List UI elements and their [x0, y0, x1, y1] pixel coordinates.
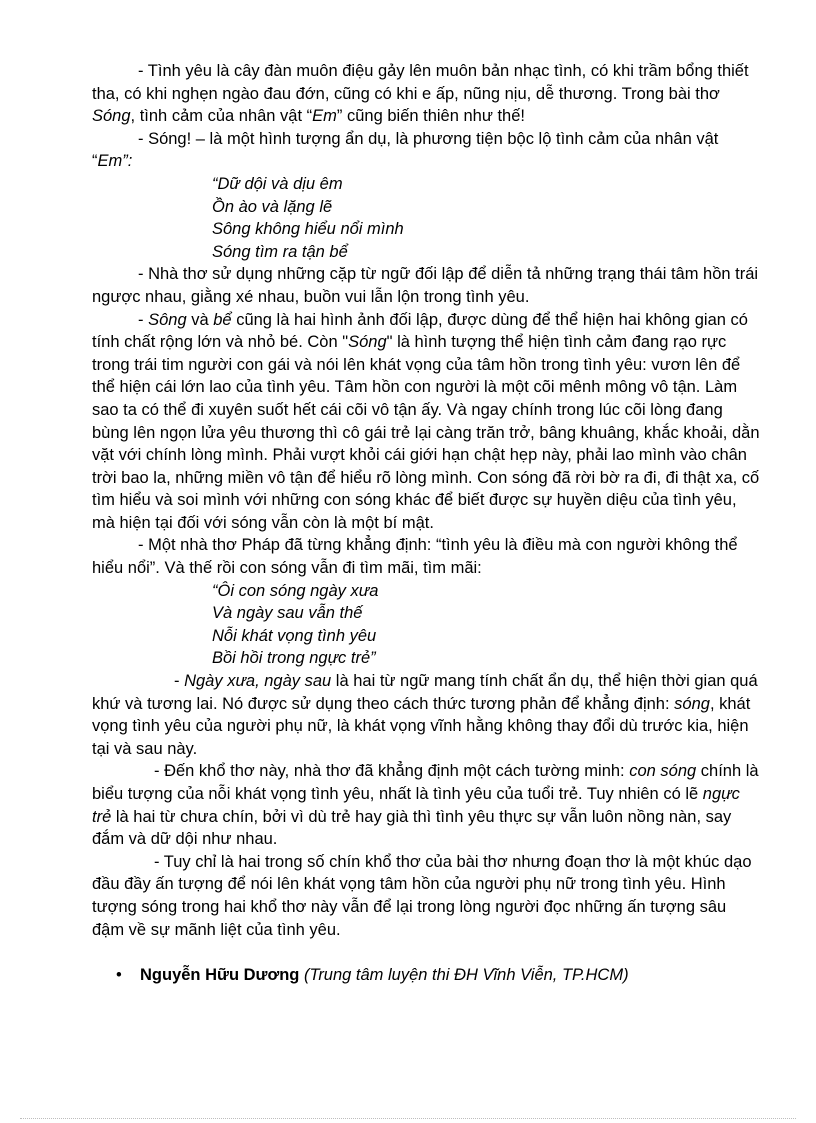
paragraph-5: - Một nhà thơ Pháp đã từng khẳng định: “tình yêu là điều mà con người không thể hiểu nổi”. Và thế rồi con sóng vẫn đi tìm mãi, tìm mãi:: [92, 536, 738, 578]
document-body: [92, 60, 760, 987]
poem-line: Sông không hiểu nổi mình: [212, 220, 404, 239]
emphasis-song: Sóng: [92, 107, 131, 126]
footer-divider: [20, 1118, 796, 1119]
poem-line: Và ngày sau vẫn thế: [212, 604, 363, 623]
paragraph-7: - Đến khổ thơ này, nhà thơ đã khẳng định một cách tường minh: con sóng chính là biểu tượng của nỗi khát vọng tình yêu, nhất là tình yêu của tuổi trẻ. Tuy nhiên có lẽ ngực trẻ là hai từ chưa chín, bởi vì dù trẻ hay già thì tình yêu thực sự vẫn luôn nồng nàn, say đắm và dữ dội như nhau.: [92, 762, 759, 849]
poem-line: Nỗi khát vọng tình yêu: [212, 626, 377, 645]
emphasis-em: Em: [312, 107, 337, 126]
poem-line: Ồn ào và lặng lẽ: [212, 197, 333, 216]
bullet-icon: •: [116, 966, 122, 985]
poem-stanza-2: [212, 580, 760, 670]
paragraph-3: - Nhà thơ sử dụng những cặp từ ngữ đối lập để diễn tả những trạng thái tâm hồn trái ngược nhau, giằng xé nhau, buồn vui lẫn lộn trong tình yêu.: [92, 265, 759, 306]
author-affiliation: (Trung tâm luyện thi ĐH Vĩnh Viễn, TP.HCM): [303, 966, 629, 985]
paragraph-6: - Ngày xưa, ngày sau là hai từ ngữ mang tính chất ẩn dụ, thể hiện thời gian quá khứ và tương lai. Nó được sử dụng theo cách thức tương phản để khẳng định: sóng, khát vọng tình yêu của người phụ nữ, là khát vọng vĩnh hằng không thay đổi dù trước kia, hiện tại và sau này.: [92, 672, 758, 758]
poem-line: “Dữ dội và dịu êm: [212, 174, 343, 193]
author-signature: [92, 964, 760, 987]
emphasis-em: Em”:: [97, 152, 133, 171]
poem-line: Sóng tìm ra tận bể: [212, 242, 348, 261]
poem-stanza-1: [212, 173, 760, 263]
poem-line: “Ôi con sóng ngày xưa: [212, 581, 379, 600]
poem-line: Bồi hồi trong ngực trẻ”: [212, 649, 376, 668]
paragraph-2: - Sóng! – là một hình tượng ẩn dụ, là phương tiện bộc lộ tình cảm của nhân vật “Em”:: [92, 129, 719, 171]
paragraph-8: - Tuy chỉ là hai trong số chín khổ thơ của bài thơ nhưng đoạn thơ là một khúc dạo đầu đầy ấn tượng để nói lên khát vọng tâm hồn của người phụ nữ trong tình yêu. Hình tượng sóng trong hai khổ thơ này vẫn để lại trong lòng người đọc những ấn tượng sâu đậm về sự mãnh liệt của tình yêu.: [92, 852, 752, 939]
paragraph-4: - Sông và bể cũng là hai hình ảnh đối lập, được dùng để thể hiện hai không gian có tính chất rộng lớn và nhỏ bé. Còn "Sóng" là hình tượng thể hiện tình cảm đang rạo rực trong trái tim người con gái và nói lên khát vọng của tâm hồn trong tình yêu: vươn lên để thể hiện cái lớn lao của tình yêu. Tâm hồn con người là một cõi mênh mông vô tận. Làm sao ta có thể đi xuyên suốt hết cái cõi vô tận ấy. Và ngay chính trong lúc cõi lòng đang bùng lên ngọn lửa yêu thương thì cô gái trẻ lại càng trăn trở, bâng khuâng, khắc khoải, dằn vặt với chính lòng mình. Phải vượt khỏi cái giới hạn chật hẹp này, phải lao mình vào chân trời bao la, những miền vô tận để hiểu rõ lòng mình. Con sóng đã rời bờ ra đi, đi thật xa, cố tìm hiểu và soi mình với những con sóng khác để biết được sự huyền diệu của tình yêu, mà hiện tại đối với sóng vẫn còn là một bí mật.: [92, 310, 760, 532]
paragraph-1: - Tình yêu là cây đàn muôn điệu gảy lên muôn bản nhạc tình, có khi trầm bổng thiết tha, có khi nghẹn ngào đau đớn, cũng có khi e ấp, nũng nịu, dễ thương. Trong bài thơ Sóng, tình cảm của nhân vật “Em” cũng biến thiên như thế!: [92, 62, 749, 126]
author-name: Nguyễn Hữu Dương: [140, 966, 300, 985]
